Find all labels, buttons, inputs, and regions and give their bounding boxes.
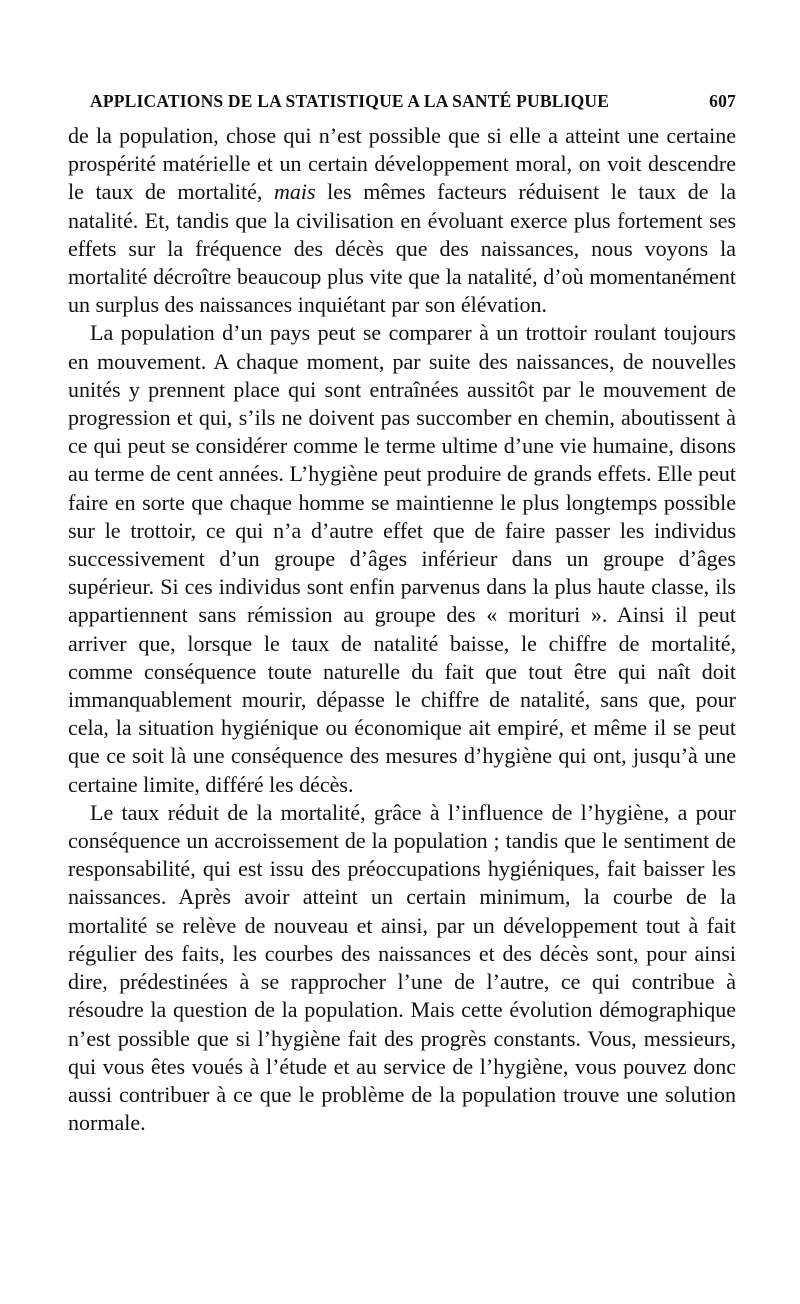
paragraph-2: La population d’un pays peut se comparer à un trottoir roulant toujours en mouvement. A chaque moment, par suite des naissances, de nouvelles unités y prennent place qui sont entraînées aussitôt par le mouvement de progression et qui, s’ils ne doivent pas succomber en chemin, aboutissent à ce qui peut se considérer comme le terme ultime d’une vie humaine, disons au terme de cent années. L’hygiène peut produire de grands effets. Elle peut faire en sorte que chaque homme se maintienne le plus longtemps possible sur le trottoir, ce qui n’a d’autre effet que de faire passer les individus successivement d’un groupe d’âges inférieur dans un groupe d’âges supérieur. Si ces individus sont enfin parvenus dans la plus haute classe, ils appartiennent sans rémission au groupe des « morituri ». Ainsi il peut arriver que, lorsque le taux de natalité baisse, le chiffre de mortalité, comme conséquence toute naturelle du fait que tout être qui naît doit immanquablement mourir, dépasse le chiffre de natalité, sans que, pour cela, la situation hygiénique ou économique ait empiré, et même il se peut que ce soit là une conséquence des mesures d’hygiène qui ont, jusqu’à une certaine limite, différé les décès. [68, 320, 736, 797]
paragraph-1-text-end: les mêmes facteurs réduisent le taux de la natalité. Et, tandis que la civilisation en évoluant exerce plus fortement ses effets sur la fréquence des décès que des naissances, nous voyons la mortalité décroître beaucoup plus vite que la natalité, d’où momentanément un surplus des naissances inquiétant par son élévation. [68, 179, 736, 318]
running-title: APPLICATIONS DE LA STATISTIQUE A LA SANTÉ PUBLIQUE [90, 91, 610, 111]
body-text [68, 122, 736, 1137]
paragraph-1-text-start: de la population, chose qui n’est possible que si elle a atteint une certaine prospérité matérielle et un certain développement moral, on voit descendre le taux de mortalité, [68, 123, 736, 205]
running-head [68, 88, 736, 114]
italic-word: mais [273, 179, 316, 205]
paragraph-3: Le taux réduit de la mortalité, grâce à l’influence de l’hygiène, a pour conséquence un accroissement de la population ; tandis que le sentiment de responsabilité, qui est issu des préoccupations hygiéniques, fait baisser les naissances. Après avoir atteint un certain minimum, la courbe de la mortalité se relève de nouveau et ainsi, par un développement tout à fait régulier des faits, les courbes des naissances et des décès sont, pour ainsi dire, prédestinées à se rapprocher l’une de l’autre, ce qui contribue à résoudre la question de la population. Mais cette évolution démographique n’est possible que si l’hygiène fait des progrès constants. Vous, messieurs, qui vous êtes voués à l’étude et au service de l’hygiène, vous pouvez donc aussi contribuer à ce que le problème de la population trouve une solution normale. [68, 799, 736, 1136]
book-page [68, 88, 736, 1137]
page-number: 607 [709, 91, 736, 111]
paragraph-1 [68, 122, 736, 319]
